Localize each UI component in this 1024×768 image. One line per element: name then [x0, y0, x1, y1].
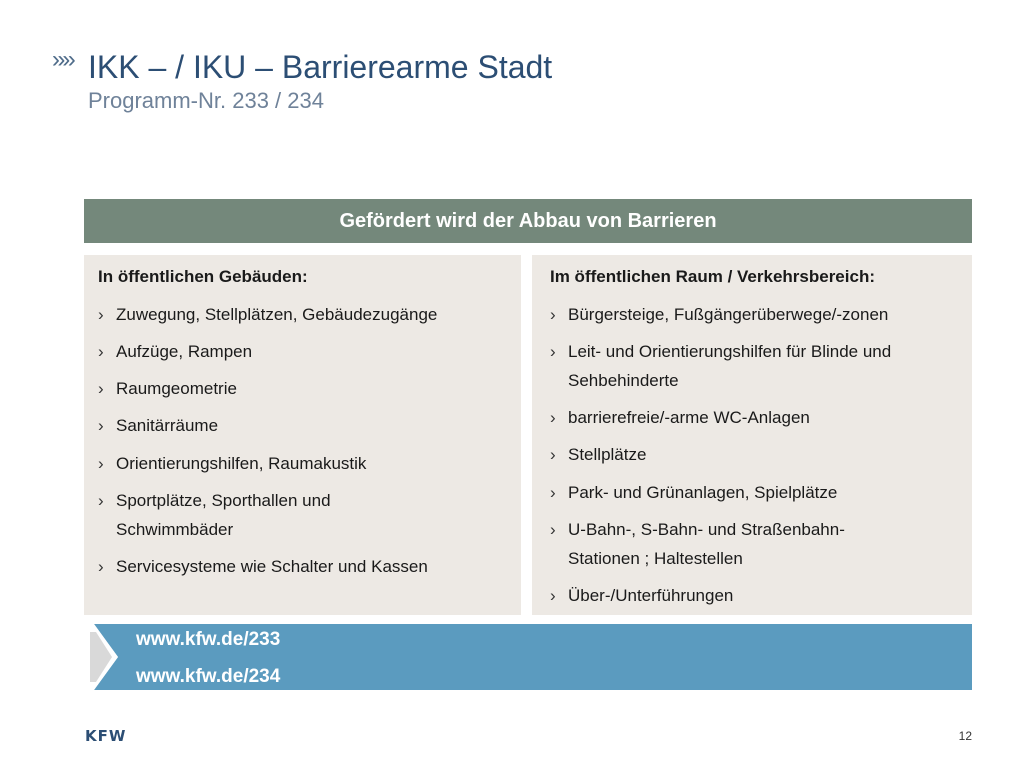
chevron-right-icon: ›	[550, 520, 556, 539]
chevron-right-icon: ›	[98, 454, 104, 473]
chevron-right-icon: ›	[550, 586, 556, 605]
chevron-right-icon: ›	[550, 445, 556, 464]
chevron-right-icon: ›	[98, 416, 104, 435]
list-item: › Raumgeometrie	[98, 374, 508, 403]
arrow-right-icon	[84, 624, 124, 690]
list-item: › Park- und Grünanlagen, Spielplätze	[550, 478, 965, 507]
chevron-right-icon: ›	[550, 408, 556, 427]
list-item: › Über-/Unterführungen	[550, 581, 965, 610]
panel-heading: Im öffentlichen Raum / Verkehrsbereich:	[550, 267, 875, 286]
list-item: › Leit- und Orientierungshilfen für Blinde und Sehbehinderte	[550, 337, 965, 395]
chevron-right-icon: ›	[98, 379, 104, 398]
list-item: › U-Bahn-, S-Bahn- und Straßenbahn-Stationen ; Haltestellen	[550, 515, 910, 573]
panel-heading: In öffentlichen Gebäuden:	[98, 267, 308, 286]
list-item: › Stellplätze	[550, 440, 965, 469]
link-bar	[84, 624, 972, 690]
chevron-right-icon: ›	[98, 491, 104, 510]
banner-text: Gefördert wird der Abbau von Barrieren	[339, 209, 717, 232]
list-item: › Sanitärräume	[98, 411, 508, 440]
chevron-right-icon: ›	[98, 342, 104, 361]
list-item: › barrierefreie/-arme WC-Anlagen	[550, 403, 965, 432]
link-kfw-233[interactable]: www.kfw.de/233	[136, 629, 281, 650]
chevron-right-icon: ›	[550, 305, 556, 324]
list-item: › Zuwegung, Stellplätzen, Gebäudezugänge	[98, 300, 508, 329]
title-chevron-icon: »»	[52, 46, 73, 73]
chevron-right-icon: ›	[550, 342, 556, 361]
link-kfw-234[interactable]: www.kfw.de/234	[136, 666, 281, 687]
slide-title: IKK – / IKU – Barrierearme Stadt	[88, 49, 553, 85]
list-item: › Sportplätze, Sporthallen und Schwimmbäder	[98, 486, 398, 544]
list-item: › Bürgersteige, Fußgängerüberwege/-zonen	[550, 300, 965, 329]
page-number: 12	[958, 729, 972, 743]
panel-public-space	[532, 255, 972, 615]
chevron-right-icon: ›	[98, 557, 104, 576]
kfw-logo: KFW	[85, 727, 127, 745]
panel-public-buildings	[84, 255, 521, 615]
chevron-right-icon: ›	[550, 483, 556, 502]
list-item: › Aufzüge, Rampen	[98, 337, 508, 366]
chevron-right-icon: ›	[98, 305, 104, 324]
slide-subtitle: Programm-Nr. 233 / 234	[88, 88, 324, 113]
list-item: › Servicesysteme wie Schalter und Kassen	[98, 552, 508, 581]
list-item: › Orientierungshilfen, Raumakustik	[98, 449, 508, 478]
section-banner	[84, 199, 972, 243]
